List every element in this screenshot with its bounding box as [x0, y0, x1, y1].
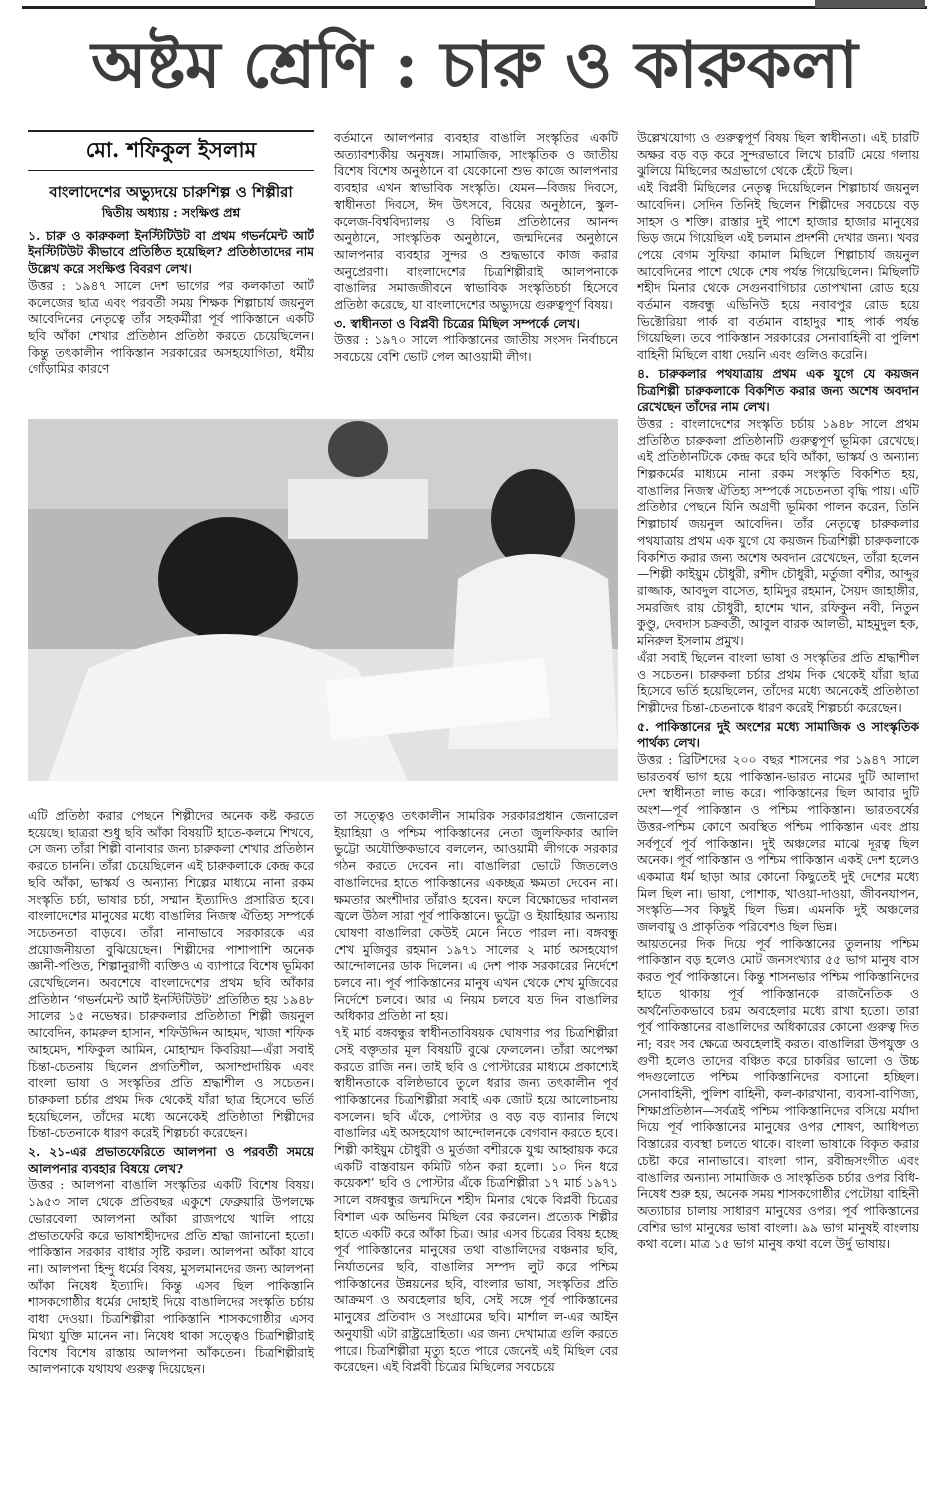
answer-4: উত্তর : বাংলাদেশের সংস্কৃতি চর্চায় ১৯৪৮ সালে প্রথম প্রতিষ্ঠিত চারুকলা প্রতিষ্ঠানটি গুরুত্বপূর্ণ ভূমিকা রেখেছে। এই প্রতিষ্ঠানটিকে কেন্দ্র করে ছবি আঁকা, ভাস্কর্য ও অন্যান্য শিল্পকর্মের মাধ্যমে নানা রকম সংস্কৃতি বিকশিত হয়, বাঙালির নিজস্ব ঐতিহ্য সম্পর্কে সচেতনতা বৃদ্ধি পায়। এটি প্রতিষ্ঠার পেছনে যিনি অগ্রণী ভূমিকা পালন করেন, তিনি শিল্পাচার্য জয়নুল আবেদিন। তাঁর নেতৃত্বে চারুকলার পথযাত্রায় প্রথম এক যুগে যে কয়জন চিত্রশিল্পী চারুকলাকে বিকশিত করার জন্য অশেষ অবদান রেখেছেন, তাঁরা হলেন—শিল্পী কাইয়ুম চৌধুরী, রশীদ চৌধুরী, মর্তুজা বশীর, আব্দুর রাজ্জাক, আবদুল বাসেত, হামিদুর রহমান, সৈয়দ জাহাঙ্গীর, সমরজিৎ রায় চৌধুরী, হাশেম খান, রফিকুন নবী, নিতুন কুণ্ডু, দেবদাস চক্রবর্তী, আবুল বারক আলভী, মাহমুদুল হক, মনিরুল ইসলাম প্রমুখ। — [637, 416, 919, 649]
answer-3-part-1: উত্তর : ১৯৭০ সালে পাকিস্তানের জাতীয় সংসদ নির্বাচনে সবচেয়ে বেশি ভোট পেল আওয়ামী লীগ। — [334, 333, 618, 365]
answer-5-continued: আয়তনের দিক দিয়ে পূর্ব পাকিস্তানের তুলনায় পশ্চিম পাকিস্তান বড় হলেও মোট জনসংখ্যার ৫৫ ভাগ মানুষ বাস করত পূর্ব পাকিস্তানে। কিন্তু শাসনভার পশ্চিম পাকিস্তানিদের হাতে থাকায় পূর্ব পাকিস্তানকে রাজনৈতিক ও অর্থনৈতিকভাবে চরম অবহেলার মধ্যে রাখা হতো। তারা পূর্ব পাকিস্তানের বাঙালিদের অধিকারের কোনো গুরুত্ব দিত না; বরং সব ক্ষেত্রে অবহেলাই করত। বাঙালিরা উপযুক্ত ও গুণী হলেও তাদের বঞ্চিত করে চাকরির ভালো ও উচ্চ পদগুলোতে পশ্চিম পাকিস্তানিদের বসানো হচ্ছিল। সেনাবাহিনী, পুলিশ বাহিনী, কল-কারখানা, ব্যবসা-বাণিজ্য, শিক্ষাপ্রতিষ্ঠান—সর্বত্রই পশ্চিম পাকিস্তানিদের বসিয়ে মর্যাদা দিয়ে পূর্ব পাকিস্তানের মানুষের ওপর শোষণ, আধিপত্য বিস্তারের ব্যবস্থা চলতে থাকে। বাংলা ভাষাকে বিকৃত করার চেষ্টা করে নানাভাবে। বাংলা গান, রবীন্দ্রসংগীত এবং বাঙালির অন্যান্য সামাজিক ও সাংস্কৃতিক চর্চার ওপর বিধি-নিষেধ শুরু হয়, অনেক সময় শাসকগোষ্ঠীর পেটোয়া বাহিনী অত্যাচার চালায় সাধারণ মানুষের ওপর। পূর্ব পাকিস্তানের বেশির ভাগ মানুষের ভাষা বাংলা। ৯৯ ভাগ মানুষই বাংলায় কথা বলে। মাত্র ১৫ ভাগ মানুষ কথা বলে উর্দু ভাষায়। — [637, 936, 919, 1252]
question-2: ২. ২১-এর প্রভাতফেরিতে আলপনা ও পরবর্তী সময়ে আলপনার ব্যবহার বিষয়ে লেখ? — [28, 1144, 314, 1176]
answer-4-continued: এঁরা সবাই ছিলেন বাংলা ভাষা ও সংস্কৃতির প্রতি শ্রদ্ধাশীল ও সচেতন। চারুকলা চর্চার প্রথম দিক থেকেই যাঁরা ছাত্র হিসেবে ভর্তি হয়েছিলেন, তাঁদের মধ্যে অনেকেই প্রতিষ্ঠাতা শিল্পীদের চিন্তা-চেতনাকে ধারণ করেই শিল্পচর্চা করেছেন। — [637, 650, 919, 715]
exam-hall-photo — [28, 419, 618, 781]
column-1-top — [28, 130, 314, 414]
byline-box — [28, 130, 314, 171]
top-rule — [22, 6, 927, 9]
chapter-label: দ্বিতীয় অধ্যায় : সংক্ষিপ্ত প্রশ্ন — [101, 205, 241, 220]
answer-1-part-2: এটি প্রতিষ্ঠা করার পেছনে শিল্পীদের অনেক কষ্ট করতে হয়েছে। ছাত্ররা শুধু ছবি আঁকা বিষয়টি হাতে-কলমে শিখবে, সে জন্য তাঁরা শিল্পী বানাবার জন্য চারুকলা শেখার প্রতিষ্ঠান করতে চাননি। তাঁরা চেয়েছিলেন এই চারুকলাকে কেন্দ্র করে ছবি আঁকা, ভাস্কর্য ও অন্যান্য শিল্পের মাধ্যমে নানা রকম সংস্কৃতি চর্চা, ভাষার চর্চা, সম্মান ইত্যাদিও প্রসারিত হবে। বাংলাদেশের মানুষের মধ্যে বাঙালির নিজস্ব ঐতিহ্য সম্পর্কে সচেতনতা বাড়বে। তাঁরা নানাভাবে সরকারকে এর প্রয়োজনীয়তা বুঝিয়েছেন। শিল্পীদের পাশাপাশি অনেক জ্ঞানী-পণ্ডিত, শিল্পানুরাগী ব্যক্তিও এ ব্যাপারে বিশেষ ভূমিকা রেখেছিলেন। অবশেষে বাংলাদেশের প্রথম ছবি আঁকার প্রতিষ্ঠান ‘গভর্নমেন্ট আর্ট ইনস্টিটিউট’ প্রতিষ্ঠিত হয় ১৯৪৮ সালের ১৫ নভেম্বর। চারুকলার প্রতিষ্ঠাতা শিল্পী জয়নুল আবেদিন, কামরুল হাসান, শফিউদ্দিন আহমদ, খাজা শফিক আহমেদ, শফিকুল আমিন, মোহাম্মদ কিবরিয়া—এঁরা সবাই চিন্তা-চেতনায় ছিলেন প্রগতিশীল, অসাম্প্রদায়িক এবং বাংলা ভাষা ও সংস্কৃতির প্রতি শ্রদ্ধাশীল ও সচেতন। চারুকলা চর্চার প্রথম দিক থেকেই যাঁরা ছাত্র হিসেবে ভর্তি হয়েছিলেন, তাঁদের মধ্যে অনেকেই প্রতিষ্ঠাতা শিল্পীদের চিন্তা-চেতনাকে ধারণ করেই শিল্পচর্চা করেছেন। — [28, 809, 314, 1141]
procession-leadership: এই বিপ্লবী মিছিলের নেতৃত্ব দিয়েছিলেন শিল্পাচার্য জয়নুল আবেদিন। সেদিন তিনিই ছিলেন শিল্পীদের সবচেয়ে বড় সাহস ও শক্তি। রাস্তার দুই পাশে হাজার হাজার মানুষের ভিড় জমে গিয়েছিল এই চলমান প্রদর্শনী দেখার জন্য। খবর পেয়ে বেগম সুফিয়া কামাল মিছিলে শিল্পাচার্য জয়নুল আবেদিনের পাশে থেকে শেষ পর্যন্ত গিয়েছিলেন। মিছিলটি শহীদ মিনার থেকে সেগুনবাগিচার তোপখানা রোড হয়ে বর্তমান বঙ্গবন্ধু এভিনিউ হয়ে নবাবপুর রোড হয়ে ভিক্টোরিয়া পার্ক বা বর্তমান বাহাদুর শাহ পার্ক পর্যন্ত গিয়েছিল। তবে পাকিস্তান সরকারের সেনাবাহিনী বা পুলিশ বাহিনী মিছিলে বাধা দেয়নি এবং গুলিও করেনি। — [637, 181, 919, 363]
answer-3-part-2: তা সত্ত্বেও তৎকালীন সামরিক সরকারপ্রধান জেনারেল ইয়াহিয়া ও পশ্চিম পাকিস্তানের নেতা জুলফিকার আলি ভুট্টো অযৌক্তিকভাবে বললেন, আওয়ামী লীগকে সরকার গঠন করতে দেবেন না। বাঙালিরা ভোটে জিতলেও বাঙালিদের হাতে পাকিস্তানের একচ্ছত্র ক্ষমতা দেবেন না। ক্ষমতার অংশীদার তাঁরাও হবেন। ফলে বিক্ষোভের দাবানল জ্বলে উঠল সারা পূর্ব পাকিস্তানে। ভুট্টো ও ইয়াহিয়ার অন্যায় ঘোষণা বাঙালিরা কেউই মেনে নিতে পারল না। বঙ্গবন্ধু শেখ মুজিবুর রহমান ১৯৭১ সালের ২ মার্চ অসহযোগ আন্দোলনের ডাক দিলেন। এ দেশ পাক সরকারের নির্দেশে চলবে না। পূর্ব পাকিস্তানের মানুষ এখন থেকে শেখ মুজিবের নির্দেশে চলবে। আর এ নিয়ম চলবে যত দিন বাঙালির অধিকার প্রতিষ্ঠা না হয়। — [334, 809, 618, 1024]
question-5: ৫. পাকিস্তানের দুই অংশের মধ্যে সামাজিক ও সাংস্কৃতিক পার্থক্য লেখ। — [637, 718, 919, 751]
section-title: বাংলাদেশের অভ্যুদয়ে চারুশিল্প ও শিল্পীরা — [49, 183, 293, 201]
question-4: ৪. চারুকলার পথযাত্রায় প্রথম এক যুগে যে কয়জন চিত্রশিল্পী চারুকলাকে বিকশিত করার জন্য অশেষ অবদান রেখেছেন তাঁদের নাম লেখ। — [637, 365, 919, 415]
author-byline: মো. শফিকুল ইসলাম — [85, 137, 257, 162]
students-writing-exam-image — [28, 419, 618, 781]
alpona-continued: বর্তমানে আলপনার ব্যবহার বাঙালি সংস্কৃতির একটি অত্যাবশ্যকীয় অনুষঙ্গ। সামাজিক, সাংস্কৃতিক ও জাতীয় বিশেষ বিশেষ অনুষ্ঠানে বা যেকোনো শুভ কাজে আলপনার ব্যবহার এখন স্বাভাবিক সংস্কৃতি। যেমন—বিজয় দিবসে, স্বাধীনতা দিবসে, ঈদ উৎসবে, বিয়ের অনুষ্ঠানে, স্কুল-কলেজ-বিশ্ববিদ্যালয় ও বিভিন্ন প্রতিষ্ঠানের আনন্দ অনুষ্ঠানে, সাংস্কৃতিক অনুষ্ঠানে, জন্মদিনের অনুষ্ঠানে আলপনার ব্যবহার সুন্দর ও শুদ্ধভাবে কাজ করার অনুপ্রেরণা। বাংলাদেশের চিত্রশিল্পীরাই আলপনাকে বাঙালির সমাজজীবনে স্বাভাবিক সংস্কৃতিচর্চা হিসেবে প্রতিষ্ঠা করেছে, যা বাংলাদেশের অভ্যুদয়ে গুরুত্বপূর্ণ বিষয়। — [334, 131, 618, 313]
page-header-strip — [815, 0, 925, 8]
column-1-bottom — [28, 808, 314, 1492]
answer-3-part-3: ৭ই মার্চ বঙ্গবন্ধুর স্বাধীনতাবিষয়ক ঘোষণার পর চিত্রশিল্পীরা সেই বক্তৃতার মূল বিষয়টি বুঝে ফেললেন। তাঁরা অপেক্ষা করতে রাজি নন। তাই ছবি ও পোস্টারের মাধ্যমে প্রকাশ্যেই স্বাধীনতাকে বলিষ্ঠভাবে তুলে ধরার জন্য তৎকালীন পূর্ব পাকিস্তানের চিত্রশিল্পীরা সবাই এক জোট হয়ে আলোচনায় বসলেন। ছবি এঁকে, পোস্টার ও বড় বড় ব্যানার লিখে বাঙালির এই অসহযোগ আন্দোলনকে বেগবান করতে হবে। শিল্পী কাইয়ুম চৌধুরী ও মুর্তজা বশীরকে যুগ্ম আহ্বায়ক করে একটি বাস্তবায়ন কমিটি গঠন করা হলো। ১০ দিন ধরে কয়েকশ’ ছবি ও পোস্টার এঁকে চিত্রশিল্পীরা ১৭ মার্চ ১৯৭১ সালে বঙ্গবন্ধুর জন্মদিনে শহীদ মিনার থেকে বিপ্লবী চিত্রের বিশাল এক অভিনব মিছিল বের করলেন। প্রত্যেক শিল্পীর হাতে একটি করে আঁকা চিত্র। আর এসব চিত্রের বিষয় হচ্ছে পূর্ব পাকিস্তানের মানুষের তথা বাঙালিদের বঞ্চনার ছবি, নির্যাতনের ছবি, বাঙালির সম্পদ লুট করে পশ্চিম পাকিস্তানের উন্নয়নের ছবি, বাংলার ভাষা, সংস্কৃতির প্রতি আক্রমণ ও অবহেলার ছবি, সেই সঙ্গে পূর্ব পাকিস্তানের মানুষের প্রতিবাদ ও সংগ্রামের ছবি। মার্শাল ল-এর আইন অনুযায়ী এটা রাষ্ট্রদ্রোহিতা। এর জন্য দেখামাত্র গুলি করতে পারে। চিত্রশিল্পীরা মৃত্যু হতে পারে জেনেই এই মিছিল বের করেছেন। এই বিপ্লবী চিত্রের মিছিলের সবচেয়ে — [334, 1026, 618, 1375]
question-3: ৩. স্বাধীনতা ও বিপ্লবী চিত্রের মিছিল সম্পর্কে লেখ। — [334, 315, 580, 331]
answer-5: উত্তর : ব্রিটিশদের ২০০ বছর শাসনের পর ১৯৪৭ সালে ভারতবর্ষ ভাগ হয়ে পাকিস্তান-ভারত নামের দুটি আলাদা দেশ স্বাধীনতা লাভ করে। পাকিস্তানের ছিল আবার দুটি অংশ—পূর্ব পাকিস্তান ও পশ্চিম পাকিস্তান। ভারতবর্ষের উত্তর-পশ্চিম কোণে অবস্থিত পশ্চিম পাকিস্তান এবং প্রায় সর্বপূর্বে পূর্ব পাকিস্তান। দুই অঞ্চলের মাঝে দূরত্ব ছিল অনেক। পূর্ব পাকিস্তান ও পশ্চিম পাকিস্তান একই দেশ হলেও একমাত্র ধর্ম ছাড়া আর কোনো কিছুতেই দুই দেশের মধ্যে মিল ছিল না। ভাষা, পোশাক, খাওয়া-দাওয়া, জীবনযাপন, সংস্কৃতি—সব কিছুই ছিল ভিন্ন। এমনকি দুই অঞ্চলের জলবায়ু ও প্রাকৃতিক পরিবেশও ছিল ভিন্ন। — [637, 753, 919, 935]
answer-1-part-1: উত্তর : ১৯৪৭ সালে দেশ ভাগের পর কলকাতা আর্ট কলেজের ছাত্র এবং পরবর্তী সময় শিক্ষক শিল্পাচার্য জয়নুল আবেদিনের নেতৃত্বে তাঁর সহকর্মীরা পূর্ব পাকিস্তানে একটি ছবি আঁকা শেখার প্রতিষ্ঠান প্রতিষ্ঠা করতে চেয়েছিলেন। কিন্তু তৎকালীন পাকিস্তান সরকারের অসহযোগিতা, ধর্মীয় গোঁড়ামির কারণে — [28, 278, 314, 377]
page-headline: অষ্টম শ্রেণি : চারু ও কারুকলা — [91, 28, 858, 103]
column-2-bottom — [334, 808, 618, 1492]
question-1: ১. চারু ও কারুকলা ইনস্টিটিউট বা প্রথম গভর্নমেন্ট আর্ট ইনস্টিটিউট কীভাবে প্রতিষ্ঠিত হয়েছিল? প্রতিষ্ঠাতাদের নাম উল্লেখ করে সংক্ষিপ্ত বিবরণ লেখ। — [28, 227, 314, 277]
answer-2: উত্তর : আলপনা বাঙালি সংস্কৃতির একটি বিশেষ বিষয়। ১৯৫৩ সাল থেকে প্রতিবছর একুশে ফেব্রুয়ারি উপলক্ষে ভোরবেলা আলপনা আঁকা রাজপথে খালি পায়ে প্রভাতফেরি করে ভাষাশহীদদের প্রতি শ্রদ্ধা জানানো হতো। পাকিস্তান সরকার বাধার সৃষ্টি করল। আলপনা আঁকা যাবে না। আলপনা হিন্দু ধর্মের বিষয়, মুসলমানদের জন্য আলপনা আঁকা নিষেধ ইত্যাদি। কিন্তু এসব ছিল পাকিস্তানি শাসকগোষ্ঠীর ধর্মের দোহাই দিয়ে বাঙালিদের সংস্কৃতি চর্চায় বাধা দেওয়া। চিত্রশিল্পীরা পাকিস্তানি শাসকগোষ্ঠীর এসব মিথ্যা যুক্তি মানেন না। নিষেধ থাকা সত্ত্বেও চিত্রশিল্পীরাই বিশেষ বিশেষ রাস্তায় আলপনা আঁকতেন। চিত্রশিল্পীরাই আলপনাকে যথাযথ গুরুত্ব দিয়েছেন। — [28, 1178, 314, 1377]
independence-letters: উল্লেখযোগ্য ও গুরুত্বপূর্ণ বিষয় ছিল স্বাধীনতা। এই চারটি অক্ষর বড় বড় করে সুন্দরভাবে লিখে চারটি মেয়ে গলায় ঝুলিয়ে মিছিলের অগ্রভাগে থেকে হেঁটে ছিল। — [637, 131, 919, 179]
column-2-top — [334, 130, 618, 414]
column-3 — [637, 130, 919, 1492]
